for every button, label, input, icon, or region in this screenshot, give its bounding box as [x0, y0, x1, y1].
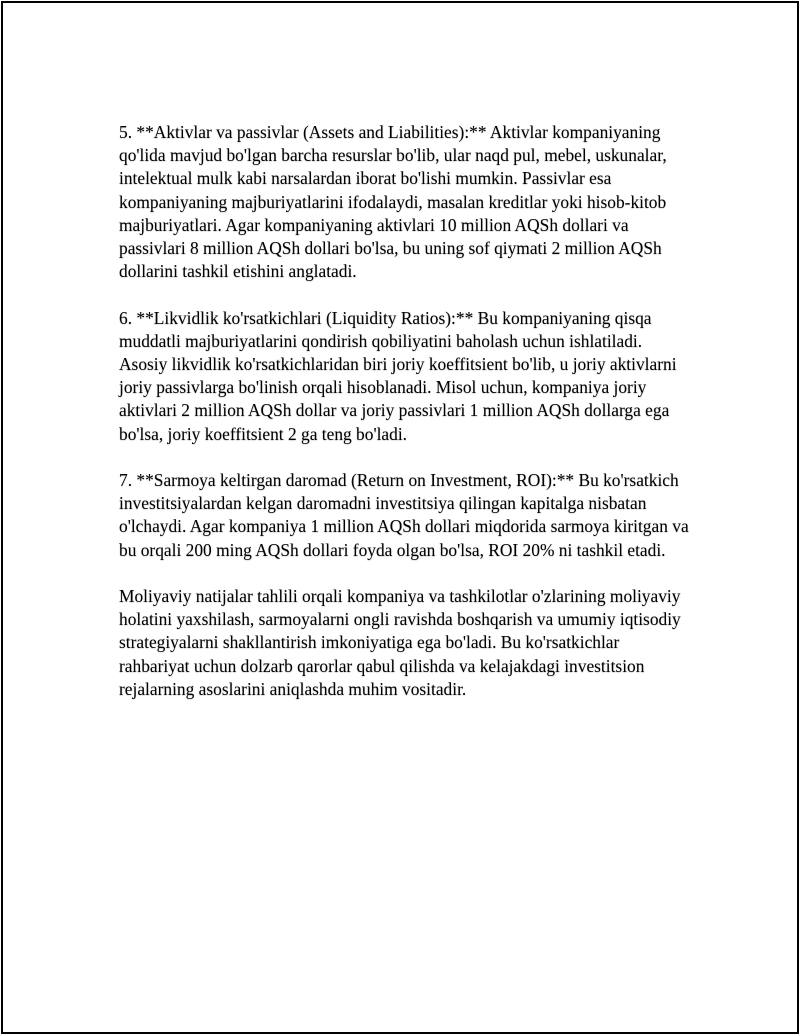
document-page	[1, 1, 799, 1034]
paragraph-conclusion: Moliyaviy natijalar tahlili orqali kompaniya va tashkilotlar o'zlarining moliyaviy holatini yaxshilash, sarmoyalarni ongli ravishda boshqarish va umumiy iqtisodiy strategiyalarni shakllantirish imkoniyatiga ega bo'ladi. Bu ko'rsatkichlar rahbariyat uchun dolzarb qarorlar qabul qilishda va kelajakdagi investitsion rejalarning asoslarini aniqlashda muhim vositadir.	[119, 586, 681, 699]
paragraph-assets-liabilities: 5. **Aktivlar va passivlar (Assets and Liabilities):** Aktivlar kompaniyaning qo'lida mavjud bo'lgan barcha resurslar bo'lib, ular naqd pul, mebel, uskunalar, intelektual mulk kabi narsalardan iborat bo'lishi mumkin. Passivlar esa kompaniyaning majburiyatlarini ifodalaydi, masalan kreditlar yoki hisob-kitob majburiyatlari. Agar kompaniyaning aktivlari 10 million AQSh dollari va passivlari 8 million AQSh dollari bo'lsa, bu uning sof qiymati 2 million AQSh dollarini tashkil etishini anglatadi.	[119, 122, 667, 282]
paragraph-return-on-investment: 7. **Sarmoya keltirgan daromad (Return on Investment, ROI):** Bu ko'rsatkich investitsiyalardan kelgan daromadni investitsiya qilingan kapitalga nisbatan o'lchaydi. Agar kompaniya 1 million AQSh dollari miqdorida sarmoya kiritgan va bu orqali 200 ming AQSh dollari foyda olgan bo'lsa, ROI 20% ni tashkil etadi.	[119, 470, 689, 560]
paragraph-liquidity-ratios: 6. **Likvidlik ko'rsatkichlari (Liquidity Ratios):** Bu kompaniyaning qisqa muddatli majburiyatlarini qondirish qobiliyatini baholash uchun ishlatiladi. Asosiy likvidlik ko'rsatkichlaridan biri joriy koeffitsient bo'lib, u joriy aktivlarni joriy passivlarga bo'linish orqali hisoblanadi. Misol uchun, kompaniya joriy aktivlari 2 million AQSh dollar va joriy passivlari 1 million AQSh dollarga ega bo'lsa, joriy koeffitsient 2 ga teng bo'ladi.	[119, 307, 677, 444]
document-body	[119, 121, 691, 724]
